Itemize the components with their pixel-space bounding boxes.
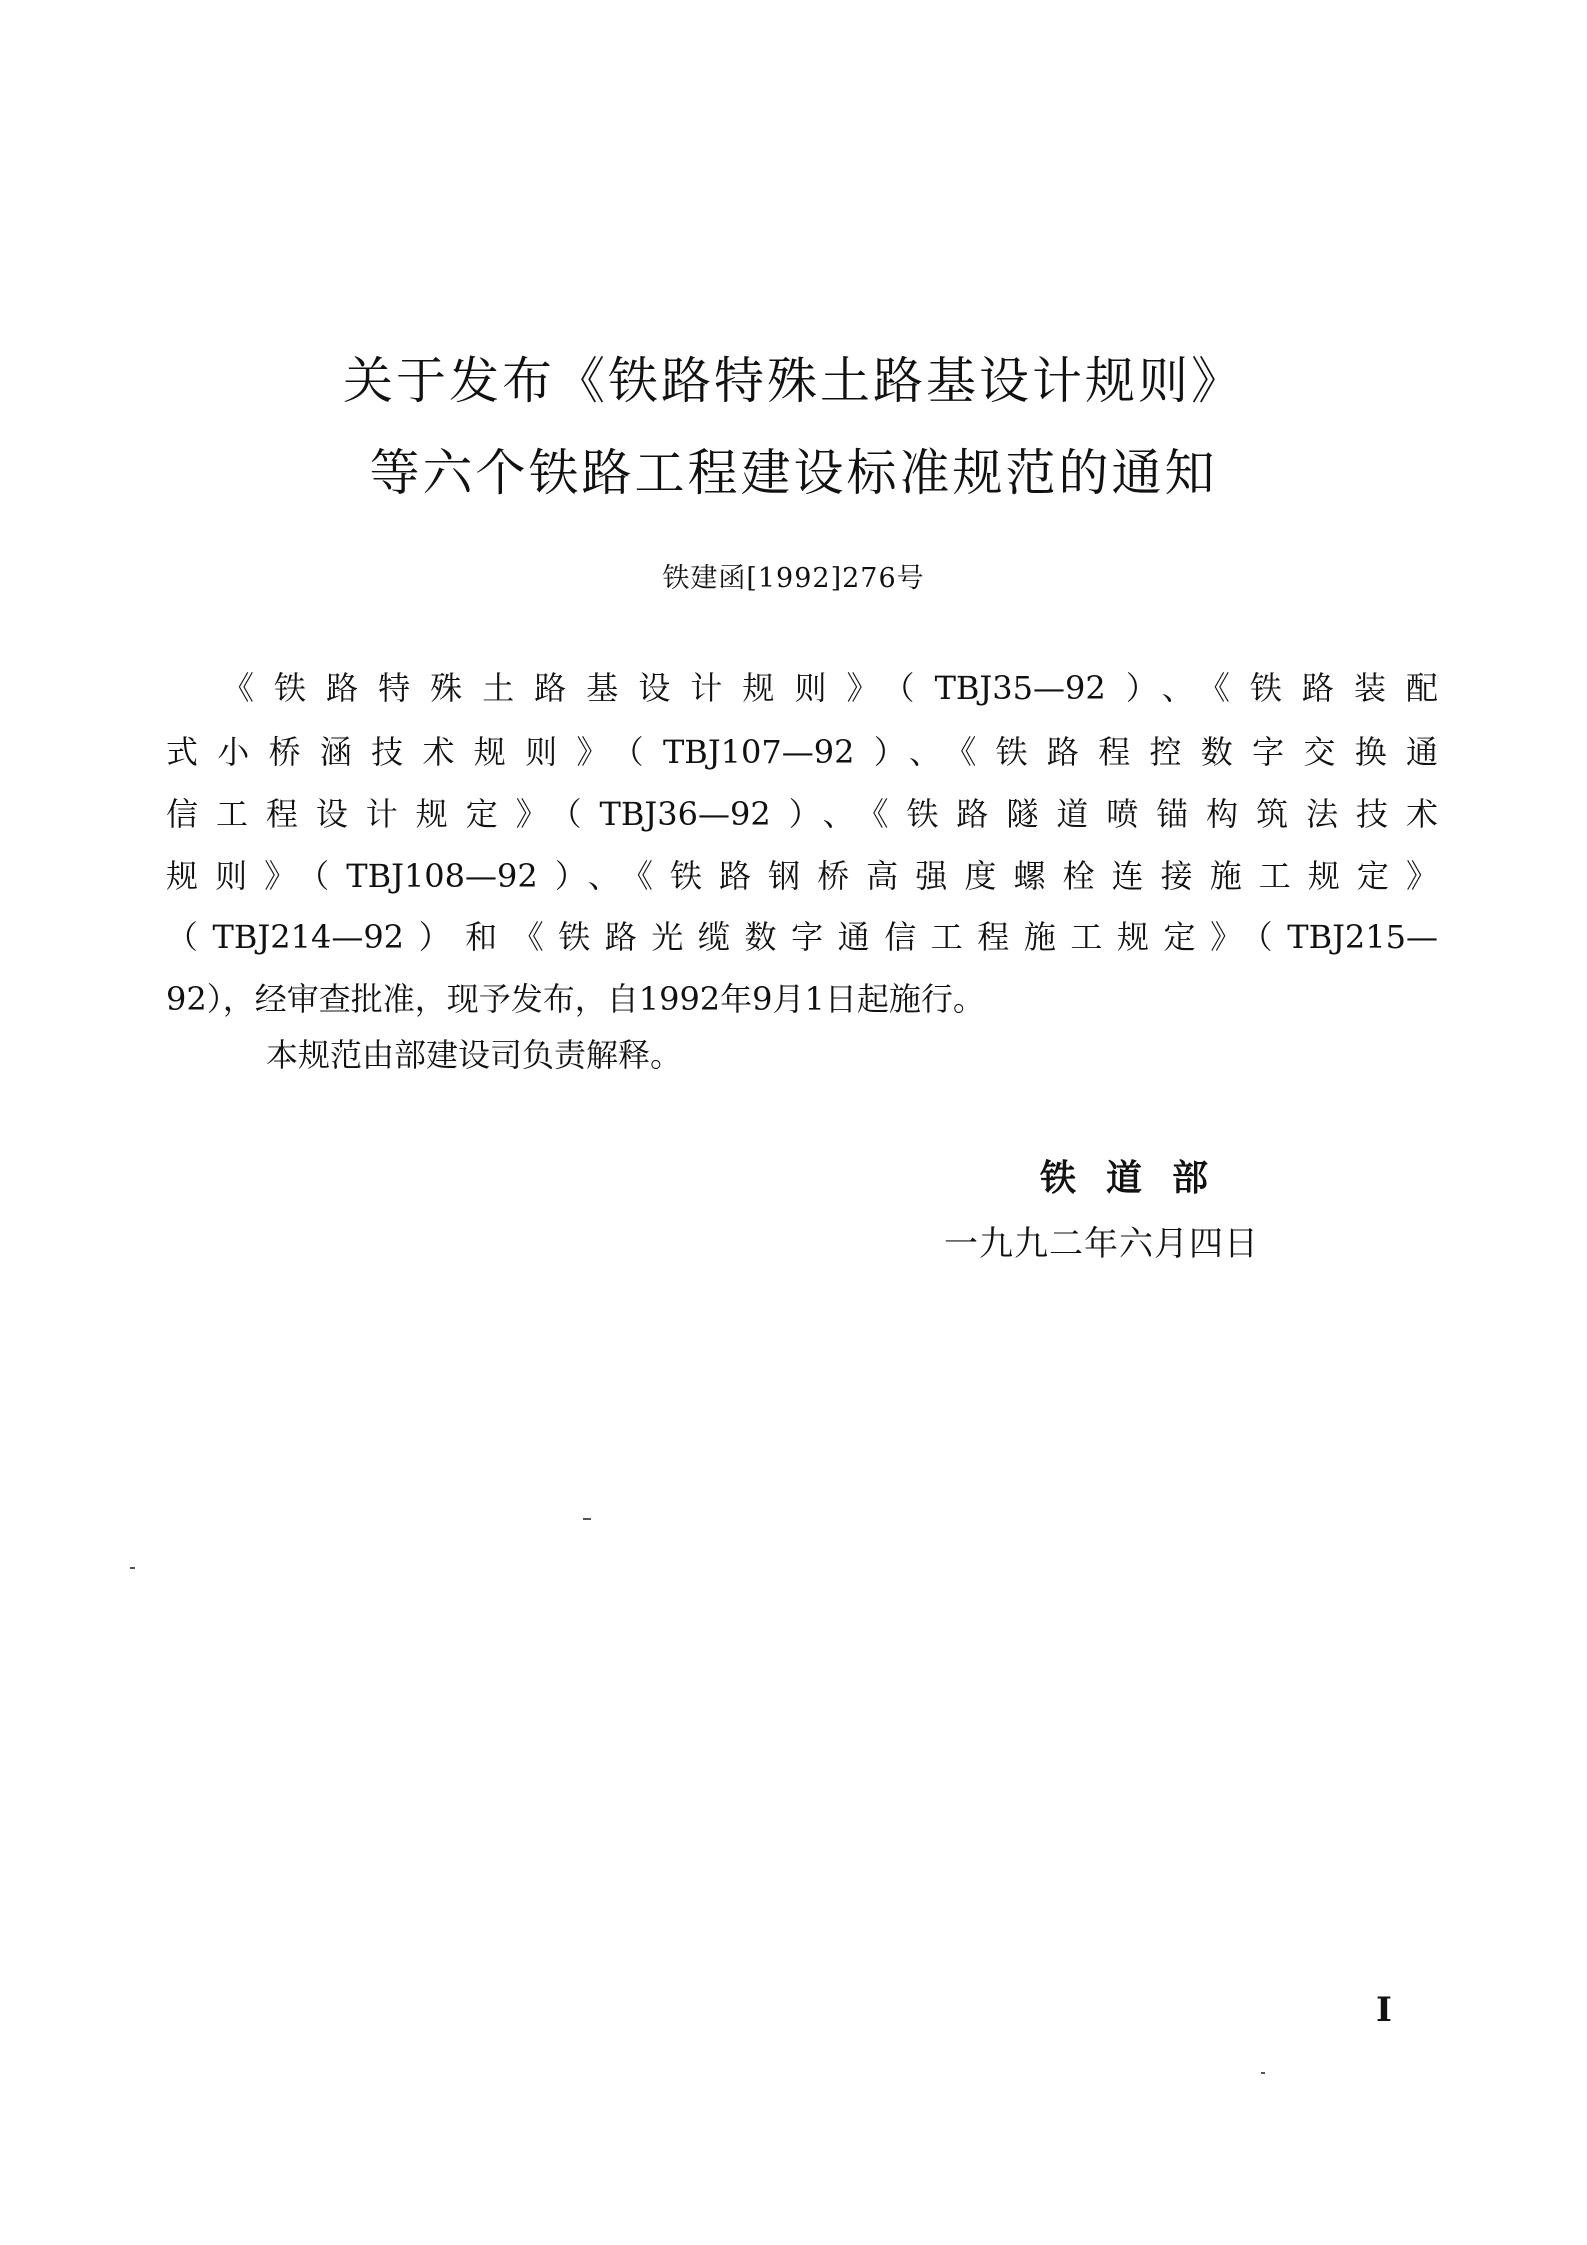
scan-speck (583, 1518, 591, 1520)
body-line: 信工程设计规定》（TBJ36—92）、《铁路隧道喷锚构筑法技术 (166, 795, 1438, 833)
interpretation-paragraph: 本规范由部建设司负责解释。 (266, 1036, 683, 1074)
body-line: 92），经审查批准，现予发布，自1992年9月1日起施行。 (166, 980, 985, 1018)
notice-title-line-2: 等六个铁路工程建设标准规范的通知 (369, 444, 1218, 502)
body-line: 规则》（TBJ108—92）、《铁路钢桥高强度螺栓连接施工规定》 (166, 857, 1438, 895)
issuing-authority: 铁道部 (1040, 1157, 1239, 1199)
document-number: 铁建函[1992]276号 (662, 563, 925, 594)
body-line: （TBJ214—92）和《铁路光缆数字通信工程施工规定》（TBJ215— (166, 918, 1438, 956)
issue-date: 一九九二年六月四日 (944, 1224, 1259, 1264)
body-line: 式小桥涵技术规则》（TBJ107—92）、《铁路程控数字交换通 (166, 733, 1438, 771)
scan-speck (1261, 2072, 1265, 2074)
body-line: 《铁路特殊土路基设计规则》（TBJ35—92）、《铁路装配 (222, 669, 1438, 707)
scan-speck (130, 1567, 135, 1569)
notice-title-line-1: 关于发布《铁路特殊土路基设计规则》 (343, 352, 1244, 410)
page-number: Ⅰ (1376, 1990, 1392, 2030)
